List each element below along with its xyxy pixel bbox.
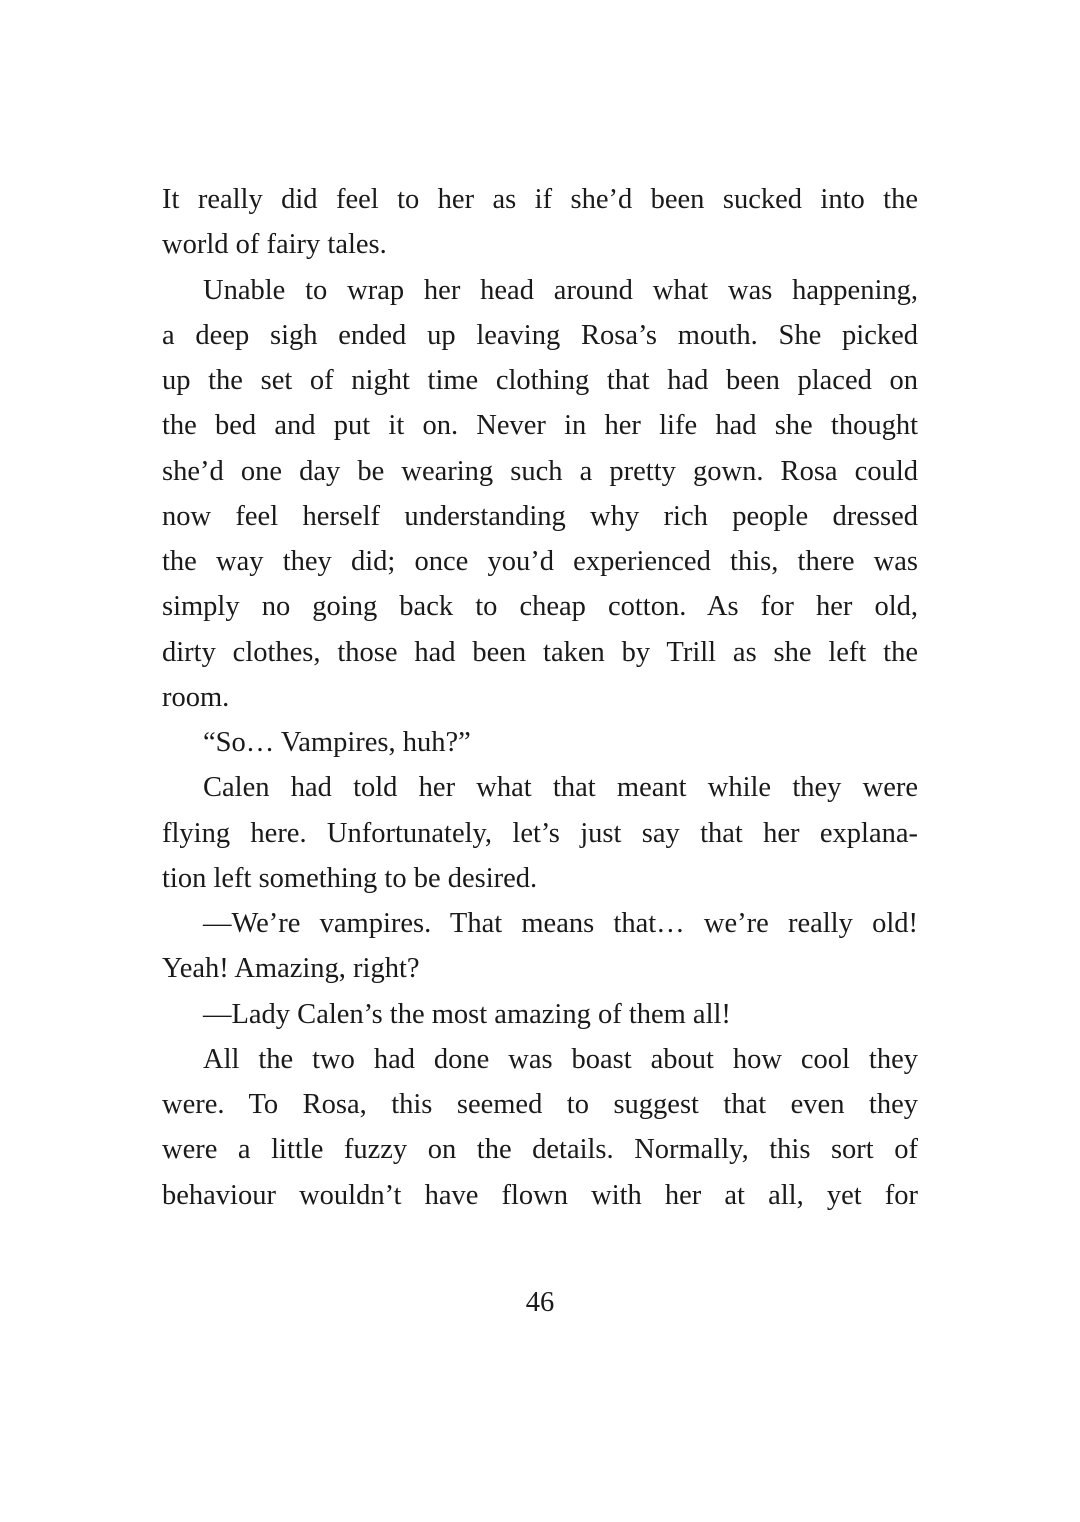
text-line: Calen had told her what that meant while they were [203,772,918,804]
text-line: simply no going back to cheap cotton. As for her old, [162,591,918,623]
text-line: room. [162,681,230,713]
text-line: Unable to wrap her head around what was happening, [203,274,918,306]
text-line: the way they did; once you’d experienced this, there was [162,546,918,577]
text-line: —Lady Calen’s the most amazing of them all! [203,998,731,1030]
text-line: dirty clothes, those had been taken by Trill as she left the [162,636,918,668]
text-line: were. To Rosa, this seemed to suggest that even they [162,1089,918,1120]
text-line: a deep sigh ended up leaving Rosa’s mouth. She picked [162,319,918,351]
text-line: she’d one day be wearing such a pretty gown. Rosa could [162,455,918,487]
text-line: flying here. Unfortunately, let’s just say that her explana- [162,817,918,849]
text-line: were a little fuzzy on the details. Normally, this sort of [162,1134,918,1166]
text-line: All the two had done was boast about how cool they [203,1043,918,1075]
text-line: It really did feel to her as if she’d been sucked into the [162,184,918,215]
text-line: Yeah! Amazing, right? [162,953,420,985]
text-line: behaviour wouldn’t have flown with her at all, yet for [162,1179,918,1211]
text-line: up the set of night time clothing that had been placed on [162,365,918,396]
text-line: the bed and put it on. Never in her life had she thought [162,410,918,442]
page-number: 46 [525,1287,555,1318]
text-line: now feel herself understanding why rich people dressed [162,500,918,532]
text-line: “So… Vampires, huh?” [203,727,471,758]
text-line: world of fairy tales. [162,229,387,261]
text-line: tion left something to be desired. [162,862,538,894]
body-text [162,177,918,1218]
text-line: —We’re vampires. That means that… we’re really old! [203,908,918,939]
